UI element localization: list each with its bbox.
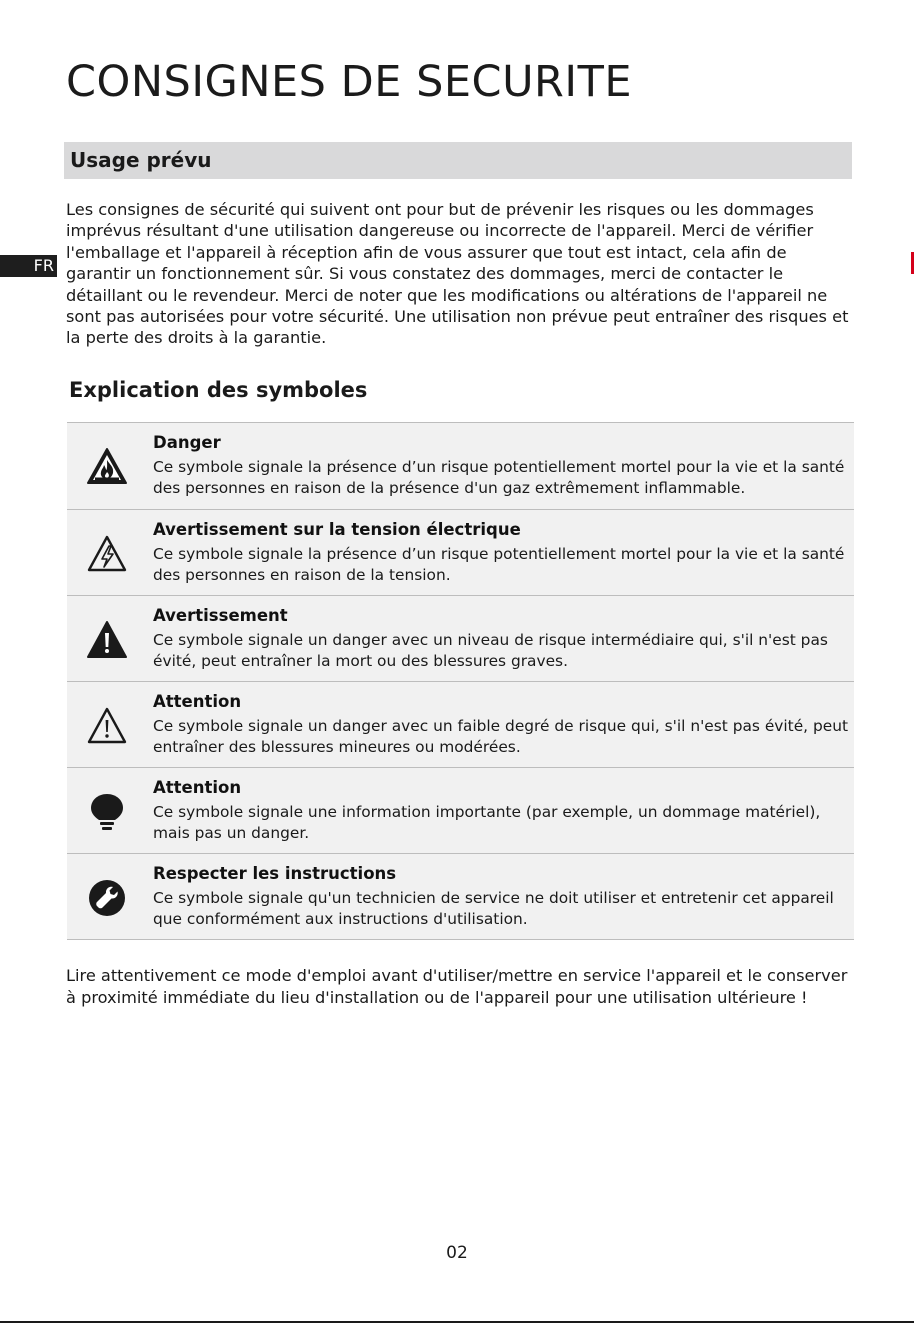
symbol-title: Attention [153, 778, 242, 797]
symbol-title: Danger [153, 433, 221, 452]
lightbulb-icon [86, 791, 128, 833]
page-title: CONSIGNES DE SECURITE [66, 57, 633, 107]
symbol-row-warning [67, 596, 854, 682]
symbol-row-caution [67, 682, 854, 768]
symbol-title: Respecter les instructions [153, 864, 397, 883]
symbol-title: Avertissement [153, 606, 288, 625]
symbols-table [67, 422, 854, 940]
language-tab: FR [0, 255, 57, 277]
exclamation-warning-outline-icon [86, 705, 128, 747]
symbol-description: Ce symbole signale une information importante (par exemple, un dommage matériel), mais pas un danger. [153, 803, 821, 842]
usage-paragraph: Les consignes de sécurité qui suivent ont pour but de prévenir les risques ou les dommages imprévus résultant d'une utilisation dangereuse ou incorrecte de l'appareil. Merci de vérifier l'emballage et l'appareil à réception afin de vous assurer que tout est intact, cela afin de garantir un fonctionnement sûr. Si vous constatez des dommages, merci de contacter le détaillant ou le revendeur. Merci de noter que les modifications ou altérations de l'appareil ne sont pas autorisées pour votre sécurité. Une utilisation non prévue peut entraîner des risques et la perte des droits à la garantie. [66, 200, 849, 348]
usage-heading: Usage prévu [70, 148, 212, 172]
page-number: 02 [446, 1243, 468, 1263]
symbol-row-instructions [67, 854, 854, 940]
symbol-row-voltage [67, 510, 854, 596]
wrench-icon [86, 877, 128, 919]
flammable-warning-icon [86, 446, 128, 488]
symbols-heading: Explication des symboles [69, 378, 368, 402]
electrical-voltage-warning-icon [86, 533, 128, 575]
symbol-row-information [67, 768, 854, 854]
symbol-row-danger [67, 423, 854, 510]
symbol-title: Attention [153, 692, 242, 711]
exclamation-warning-filled-icon [86, 619, 128, 661]
symbol-description: Ce symbole signale un danger avec un faible degré de risque qui, s'il n'est pas évité, peut entraîner des blessures mineures ou modérées. [153, 717, 848, 756]
bottom-rule [0, 1321, 914, 1323]
symbol-description: Ce symbole signale qu'un technicien de service ne doit utiliser et entretenir cet appareil que conformément aux instructions d'utilisation. [153, 889, 834, 928]
symbol-description: Ce symbole signale la présence d’un risque potentiellement mortel pour la vie et la santé des personnes en raison de la tension. [153, 545, 845, 584]
symbol-title: Avertissement sur la tension électrique [153, 520, 521, 539]
usage-section-bar [64, 142, 852, 179]
symbol-description: Ce symbole signale un danger avec un niveau de risque intermédiaire qui, s'il n'est pas évité, peut entraîner la mort ou des blessures graves. [153, 631, 828, 670]
closing-paragraph: Lire attentivement ce mode d'emploi avant d'utiliser/mettre en service l'appareil et le conserver à proximité immédiate du lieu d'installation ou de l'appareil pour une utilisation ultérieure ! [66, 966, 848, 1007]
symbol-description: Ce symbole signale la présence d’un risque potentiellement mortel pour la vie et la santé des personnes en raison de la présence d'un gaz extrêmement inflammable. [153, 458, 845, 497]
